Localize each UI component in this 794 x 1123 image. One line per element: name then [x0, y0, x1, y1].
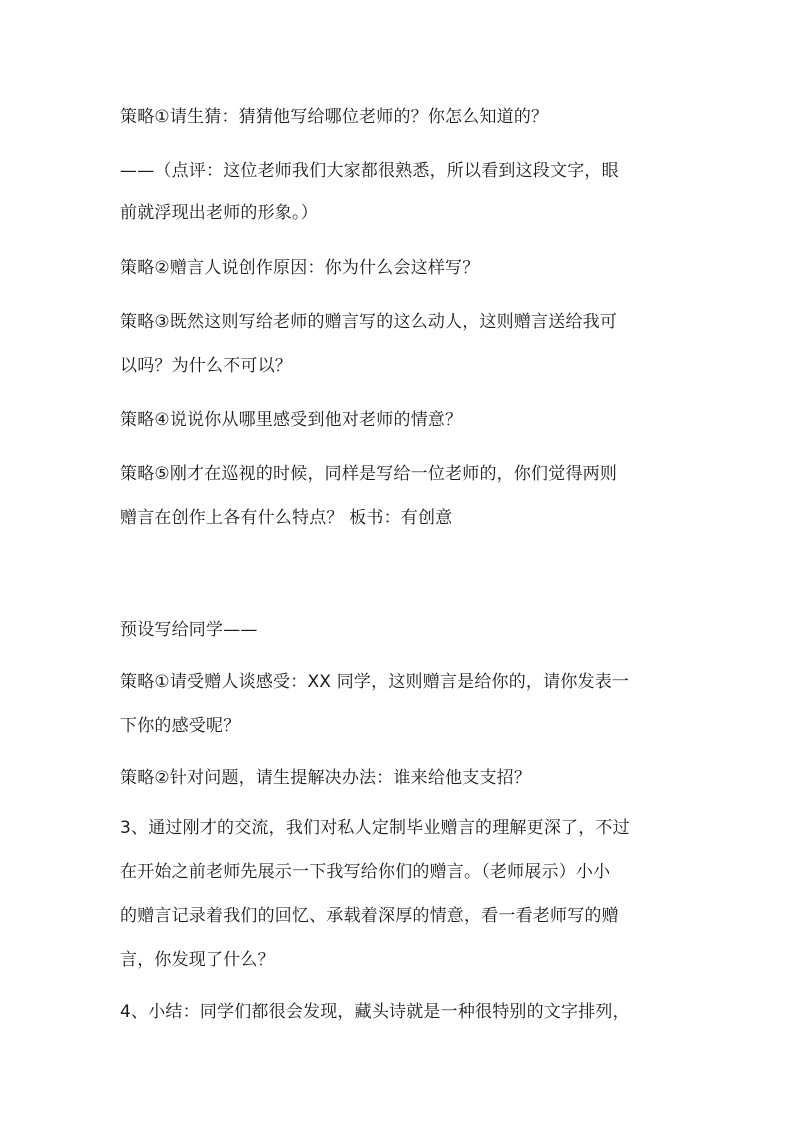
text-line: 策略②针对问题，请生提解决办法：谁来给他支支招？ [120, 768, 532, 788]
text-line: 前就浮现出老师的形象。） [120, 203, 318, 223]
text-line: 3、通过刚才的交流，我们对私人定制毕业赠言的理解更深了，不过 [120, 818, 630, 838]
text-line: 赠言在创作上各有什么特点？ 板书：有创意 [120, 508, 453, 528]
text-line: 言，你发现了什么？ [120, 950, 275, 970]
text-line: 策略②赠言人说创作原因：你为什么会这样写？ [120, 258, 480, 278]
text-line: 策略①请生猜：猜猜他写给哪位老师的？你怎么知道的？ [120, 107, 549, 127]
text-line: 以吗？为什么不可以？ [120, 356, 292, 376]
text-line: 下你的感受呢？ [120, 716, 241, 736]
text-line: ——（点评：这位老师我们大家都很熟悉，所以看到这段文字，眼 [120, 161, 619, 181]
text-line: 4、小结：同学们都很会发现，藏头诗就是一种很特别的文字排列， [120, 1002, 630, 1022]
text-line: 策略①请受赠人谈感受：XX 同学，这则赠言是给你的，请你发表一 [120, 672, 630, 692]
text-line: 的赠言记录着我们的回忆、承载着深厚的情意，看一看老师写的赠 [120, 906, 619, 926]
text-line: 在开始之前老师先展示一下我写给你们的赠言。（老师展示）小小 [120, 862, 611, 882]
text-line: 策略③既然这则写给老师的赠言写的这么动人，这则赠言送给我可 [120, 312, 618, 332]
text-line: 策略④说说你从哪里感受到他对老师的情意？ [120, 410, 463, 430]
section-heading: 预设写给同学—— [120, 620, 258, 640]
text-line: 策略⑤刚才在巡视的时候，同样是写给一位老师的，你们觉得两则 [120, 464, 618, 484]
